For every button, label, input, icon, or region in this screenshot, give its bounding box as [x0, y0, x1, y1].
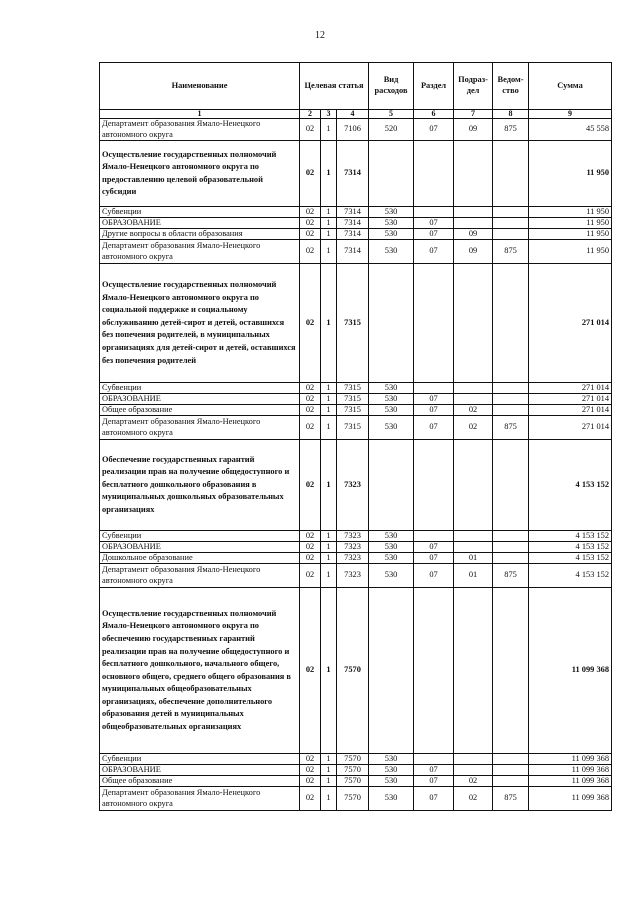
cell-name: Обеспечение государственных гарантий реализации прав на получение общедоступного и бесплатного дошкольного образования в муниципальных дошкольных образовательных организациях — [100, 440, 300, 531]
cell-subsection — [454, 765, 493, 776]
cell-target-program: 02 — [300, 207, 321, 218]
cell-name: Другие вопросы в области образования — [100, 229, 300, 240]
cell-target-subprogram: 1 — [321, 141, 337, 207]
cell-name: ОБРАЗОВАНИЕ — [100, 542, 300, 553]
table-row — [100, 383, 612, 394]
cell-subsection: 09 — [454, 240, 493, 264]
cell-expense-type: 530 — [369, 765, 414, 776]
column-number: 6 — [414, 110, 454, 119]
cell-section — [414, 141, 454, 207]
cell-subsection — [454, 440, 493, 531]
header-subsection: Подраз-дел — [454, 63, 493, 110]
cell-sum: 45 558 — [529, 119, 612, 141]
cell-name: ОБРАЗОВАНИЕ — [100, 394, 300, 405]
cell-target-code: 7314 — [337, 207, 369, 218]
cell-section — [414, 264, 454, 383]
cell-section — [414, 588, 454, 754]
cell-sum: 4 153 152 — [529, 564, 612, 588]
cell-target-program: 02 — [300, 553, 321, 564]
table-row — [100, 240, 612, 264]
cell-expense-type: 530 — [369, 531, 414, 542]
table-row — [100, 754, 612, 765]
cell-section — [414, 531, 454, 542]
cell-target-subprogram: 1 — [321, 440, 337, 531]
cell-expense-type — [369, 588, 414, 754]
header-row — [100, 63, 612, 110]
cell-section: 07 — [414, 405, 454, 416]
cell-subsection: 02 — [454, 416, 493, 440]
cell-subsection — [454, 218, 493, 229]
cell-target-program: 02 — [300, 588, 321, 754]
cell-subsection — [454, 588, 493, 754]
cell-subsection: 02 — [454, 776, 493, 787]
cell-expense-type: 530 — [369, 787, 414, 811]
cell-target-code: 7315 — [337, 394, 369, 405]
table-row — [100, 440, 612, 531]
cell-target-program: 02 — [300, 141, 321, 207]
cell-expense-type: 530 — [369, 776, 414, 787]
table-row — [100, 553, 612, 564]
table-row — [100, 141, 612, 207]
cell-name: Субвенции — [100, 207, 300, 218]
cell-target-code: 7323 — [337, 542, 369, 553]
header-department: Ведом-ство — [493, 63, 529, 110]
cell-section — [414, 207, 454, 218]
cell-expense-type: 530 — [369, 553, 414, 564]
cell-sum: 11 950 — [529, 218, 612, 229]
cell-sum: 271 014 — [529, 264, 612, 383]
cell-subsection — [454, 394, 493, 405]
cell-subsection: 01 — [454, 564, 493, 588]
cell-expense-type: 530 — [369, 405, 414, 416]
cell-target-program: 02 — [300, 119, 321, 141]
table-body — [100, 119, 612, 811]
cell-department — [493, 531, 529, 542]
cell-target-program: 02 — [300, 218, 321, 229]
cell-target-code: 7314 — [337, 218, 369, 229]
table-row — [100, 564, 612, 588]
column-number-row — [100, 110, 612, 119]
cell-expense-type: 530 — [369, 542, 414, 553]
cell-expense-type — [369, 440, 414, 531]
cell-sum: 11 950 — [529, 240, 612, 264]
column-number: 4 — [337, 110, 369, 119]
cell-target-subprogram: 1 — [321, 588, 337, 754]
cell-sum: 11 099 368 — [529, 776, 612, 787]
cell-target-subprogram: 1 — [321, 405, 337, 416]
cell-subsection: 09 — [454, 229, 493, 240]
cell-target-code: 7314 — [337, 240, 369, 264]
cell-target-code: 7323 — [337, 553, 369, 564]
cell-target-program: 02 — [300, 416, 321, 440]
cell-target-subprogram: 1 — [321, 416, 337, 440]
cell-target-subprogram: 1 — [321, 383, 337, 394]
cell-department — [493, 141, 529, 207]
cell-section: 07 — [414, 776, 454, 787]
cell-expense-type — [369, 264, 414, 383]
cell-subsection — [454, 264, 493, 383]
cell-target-program: 02 — [300, 240, 321, 264]
cell-sum: 11 099 368 — [529, 765, 612, 776]
cell-target-code: 7315 — [337, 383, 369, 394]
table-row — [100, 776, 612, 787]
cell-target-program: 02 — [300, 531, 321, 542]
cell-department — [493, 553, 529, 564]
column-number: 3 — [321, 110, 337, 119]
cell-sum: 271 014 — [529, 405, 612, 416]
cell-name: Общее образование — [100, 405, 300, 416]
table-row — [100, 405, 612, 416]
cell-subsection: 09 — [454, 119, 493, 141]
cell-subsection — [454, 383, 493, 394]
cell-expense-type: 530 — [369, 394, 414, 405]
cell-subsection — [454, 531, 493, 542]
cell-target-subprogram: 1 — [321, 240, 337, 264]
cell-target-subprogram: 1 — [321, 787, 337, 811]
cell-section: 07 — [414, 218, 454, 229]
cell-name: Субвенции — [100, 383, 300, 394]
cell-target-program: 02 — [300, 564, 321, 588]
table-row — [100, 264, 612, 383]
cell-target-program: 02 — [300, 542, 321, 553]
cell-sum: 271 014 — [529, 394, 612, 405]
cell-department — [493, 207, 529, 218]
cell-sum: 271 014 — [529, 416, 612, 440]
cell-target-code: 7570 — [337, 787, 369, 811]
cell-target-code: 7570 — [337, 754, 369, 765]
cell-sum: 4 153 152 — [529, 542, 612, 553]
cell-name: Департамент образования Ямало-Ненецкого автономного округа — [100, 787, 300, 811]
table-row — [100, 218, 612, 229]
cell-section: 07 — [414, 394, 454, 405]
cell-target-subprogram: 1 — [321, 564, 337, 588]
cell-target-program: 02 — [300, 264, 321, 383]
column-number: 2 — [300, 110, 321, 119]
page-number: 12 — [315, 30, 325, 41]
cell-section — [414, 383, 454, 394]
cell-department — [493, 229, 529, 240]
cell-section: 07 — [414, 240, 454, 264]
cell-target-code: 7314 — [337, 229, 369, 240]
cell-target-subprogram: 1 — [321, 531, 337, 542]
cell-name: ОБРАЗОВАНИЕ — [100, 765, 300, 776]
header-target: Целевая статья — [300, 63, 369, 110]
cell-target-code: 7570 — [337, 776, 369, 787]
cell-sum: 4 153 152 — [529, 531, 612, 542]
cell-expense-type: 530 — [369, 416, 414, 440]
cell-expense-type: 530 — [369, 383, 414, 394]
cell-target-code: 7315 — [337, 416, 369, 440]
column-number: 9 — [529, 110, 612, 119]
table-row — [100, 531, 612, 542]
cell-expense-type: 530 — [369, 754, 414, 765]
cell-department: 875 — [493, 119, 529, 141]
cell-name: Общее образование — [100, 776, 300, 787]
column-number: 1 — [100, 110, 300, 119]
cell-section — [414, 754, 454, 765]
cell-name: Осуществление государственных полномочий Ямало-Ненецкого автономного округа по социальной поддержке и социальному обслуживанию детей-сирот и детей, оставшихся без попечения родителей, в муниципальных организациях для детей-сирот и детей, оставшихся без попечения родителей — [100, 264, 300, 383]
cell-target-subprogram: 1 — [321, 207, 337, 218]
cell-department: 875 — [493, 240, 529, 264]
cell-department — [493, 218, 529, 229]
header-expense-type: Вид расходов — [369, 63, 414, 110]
cell-department — [493, 394, 529, 405]
table-row — [100, 207, 612, 218]
cell-target-subprogram: 1 — [321, 776, 337, 787]
cell-subsection: 01 — [454, 553, 493, 564]
cell-section: 07 — [414, 765, 454, 776]
cell-expense-type — [369, 141, 414, 207]
cell-target-program: 02 — [300, 229, 321, 240]
cell-department — [493, 588, 529, 754]
cell-target-program: 02 — [300, 394, 321, 405]
cell-target-code: 7323 — [337, 564, 369, 588]
cell-expense-type: 530 — [369, 240, 414, 264]
table-row — [100, 588, 612, 754]
column-number: 7 — [454, 110, 493, 119]
cell-department: 875 — [493, 416, 529, 440]
cell-name: Департамент образования Ямало-Ненецкого автономного округа — [100, 416, 300, 440]
cell-target-subprogram: 1 — [321, 553, 337, 564]
cell-target-subprogram: 1 — [321, 218, 337, 229]
cell-target-code: 7323 — [337, 440, 369, 531]
cell-name: Субвенции — [100, 754, 300, 765]
cell-target-code: 7106 — [337, 119, 369, 141]
table-row — [100, 787, 612, 811]
cell-department: 875 — [493, 787, 529, 811]
budget-table — [99, 62, 612, 811]
table-row — [100, 765, 612, 776]
cell-department — [493, 383, 529, 394]
cell-target-program: 02 — [300, 440, 321, 531]
cell-target-subprogram: 1 — [321, 765, 337, 776]
cell-target-code: 7570 — [337, 588, 369, 754]
cell-sum: 11 099 368 — [529, 787, 612, 811]
column-number: 5 — [369, 110, 414, 119]
cell-target-subprogram: 1 — [321, 264, 337, 383]
cell-section: 07 — [414, 119, 454, 141]
table-row — [100, 416, 612, 440]
cell-department — [493, 754, 529, 765]
cell-name: Осуществление государственных полномочий Ямало-Ненецкого автономного округа по предоставлению целевой образовательной субсидии — [100, 141, 300, 207]
cell-target-program: 02 — [300, 765, 321, 776]
cell-department — [493, 405, 529, 416]
cell-target-program: 02 — [300, 776, 321, 787]
cell-target-program: 02 — [300, 383, 321, 394]
cell-name: ОБРАЗОВАНИЕ — [100, 218, 300, 229]
cell-name: Субвенции — [100, 531, 300, 542]
cell-department — [493, 440, 529, 531]
cell-section — [414, 440, 454, 531]
header-sum: Сумма — [529, 63, 612, 110]
cell-department: 875 — [493, 564, 529, 588]
cell-section: 07 — [414, 787, 454, 811]
cell-sum: 4 153 152 — [529, 553, 612, 564]
cell-target-subprogram: 1 — [321, 542, 337, 553]
cell-target-program: 02 — [300, 787, 321, 811]
cell-subsection — [454, 141, 493, 207]
cell-name: Департамент образования Ямало-Ненецкого автономного округа — [100, 119, 300, 141]
cell-target-subprogram: 1 — [321, 394, 337, 405]
cell-sum: 4 153 152 — [529, 440, 612, 531]
cell-target-subprogram: 1 — [321, 229, 337, 240]
cell-section: 07 — [414, 542, 454, 553]
table-row — [100, 119, 612, 141]
cell-name: Департамент образования Ямало-Ненецкого автономного округа — [100, 240, 300, 264]
cell-department — [493, 776, 529, 787]
cell-section: 07 — [414, 564, 454, 588]
cell-sum: 271 014 — [529, 383, 612, 394]
cell-target-code: 7315 — [337, 264, 369, 383]
cell-department — [493, 542, 529, 553]
cell-name: Дошкольное образование — [100, 553, 300, 564]
cell-target-code: 7315 — [337, 405, 369, 416]
cell-section: 07 — [414, 229, 454, 240]
cell-expense-type: 520 — [369, 119, 414, 141]
cell-subsection — [454, 754, 493, 765]
cell-target-code: 7570 — [337, 765, 369, 776]
table-row — [100, 229, 612, 240]
cell-department — [493, 765, 529, 776]
cell-section: 07 — [414, 553, 454, 564]
cell-section: 07 — [414, 416, 454, 440]
cell-sum: 11 950 — [529, 207, 612, 218]
column-number: 8 — [493, 110, 529, 119]
cell-subsection — [454, 542, 493, 553]
table-row — [100, 542, 612, 553]
cell-department — [493, 264, 529, 383]
cell-target-program: 02 — [300, 754, 321, 765]
cell-sum: 11 099 368 — [529, 588, 612, 754]
cell-target-subprogram: 1 — [321, 119, 337, 141]
cell-sum: 11 099 368 — [529, 754, 612, 765]
cell-subsection: 02 — [454, 787, 493, 811]
cell-subsection — [454, 207, 493, 218]
cell-target-program: 02 — [300, 405, 321, 416]
cell-expense-type: 530 — [369, 218, 414, 229]
cell-target-code: 7314 — [337, 141, 369, 207]
cell-target-code: 7323 — [337, 531, 369, 542]
cell-subsection: 02 — [454, 405, 493, 416]
table-row — [100, 394, 612, 405]
cell-sum: 11 950 — [529, 229, 612, 240]
header-section: Раздел — [414, 63, 454, 110]
cell-expense-type: 530 — [369, 207, 414, 218]
cell-target-subprogram: 1 — [321, 754, 337, 765]
cell-expense-type: 530 — [369, 229, 414, 240]
cell-name: Осуществление государственных полномочий Ямало-Ненецкого автономного округа по обеспечению государственных гарантий реализации прав на получение общедоступного и бесплатного дошкольного, начального общего, основного общего, среднего общего образования в муниципальных общеобразовательных организациях, обеспечение дополнительного образования детей в муниципальных общеобразовательных организациях — [100, 588, 300, 754]
cell-name: Департамент образования Ямало-Ненецкого автономного округа — [100, 564, 300, 588]
header-name: Наименование — [100, 63, 300, 110]
cell-sum: 11 950 — [529, 141, 612, 207]
cell-expense-type: 530 — [369, 564, 414, 588]
